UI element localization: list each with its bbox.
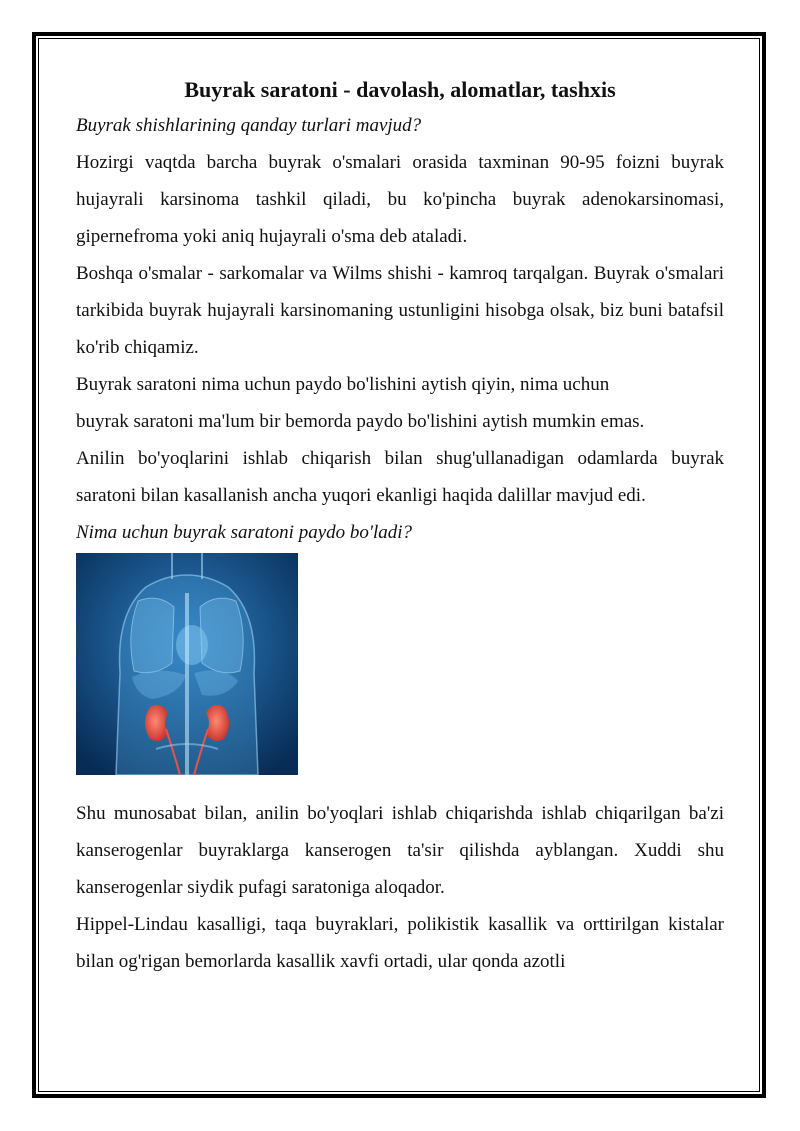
subheading-tumor-types: Buyrak shishlarining qanday turlari mavjud? — [76, 115, 422, 136]
paragraph-3-line-2: buyrak saratoni ma'lum bir bemorda paydo bo'lishini aytish mumkin emas. — [76, 411, 645, 432]
paragraph-6: Hippel-Lindau kasalligi, taqa buyraklari, polikistik kasallik va orttirilgan kistalar bilan og'rigan bemorlarda kasallik xavfi ortadi, ular qonda azotli — [76, 914, 724, 972]
paragraph-2: Boshqa o'smalar - sarkomalar va Wilms shishi - kamroq tarqalgan. Buyrak o'smalari tarkibida buyrak hujayrali karsinomaning ustunligini hisobga olsak, biz buni batafsil ko'rib chiqamiz. — [76, 263, 724, 358]
document-title: Buyrak saratoni - davolash, alomatlar, tashxis — [184, 77, 616, 102]
subheading-causes: Nima uchun buyrak saratoni paydo bo'ladi? — [76, 522, 413, 543]
paragraph-1: Hozirgi vaqtda barcha buyrak o'smalari orasida taxminan 90-95 foizni buyrak hujayrali karsinoma tashkil qiladi, bu ko'pincha buyrak adenokarsinomasi, gipernefroma yoki aniq hujayrali o'sma deb ataladi. — [76, 152, 724, 247]
paragraph-5: Shu munosabat bilan, anilin bo'yoqlari ishlab chiqarishda ishlab chiqarilgan ba'zi kanserogenlar buyraklarga kanserogen ta'sir qilishda ayblangan. Xuddi shu kanserogenlar siydik pufagi saratoniga aloqador. — [76, 803, 724, 898]
anatomy-illustration — [76, 553, 298, 775]
kidney-anatomy-image — [76, 553, 298, 775]
paragraph-4: Anilin bo'yoqlarini ishlab chiqarish bilan shug'ullanadigan odamlarda buyrak saratoni bilan kasallanish ancha yuqori ekanligi haqida dalillar mavjud edi. — [76, 448, 724, 506]
document-body — [76, 74, 724, 980]
paragraph-3-line-1: Buyrak saratoni nima uchun paydo bo'lishini aytish qiyin, nima uchun — [76, 374, 610, 395]
